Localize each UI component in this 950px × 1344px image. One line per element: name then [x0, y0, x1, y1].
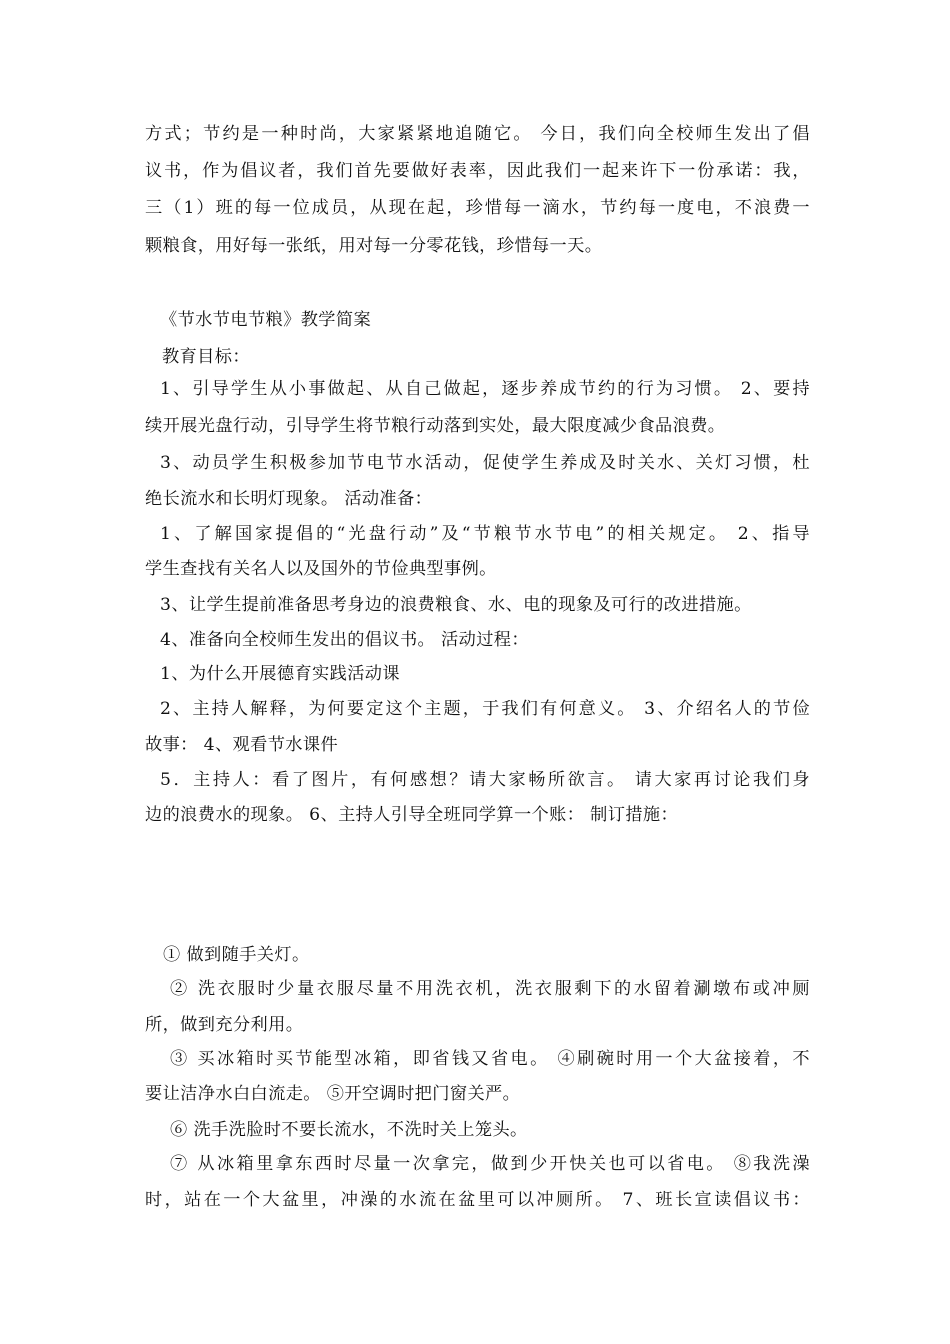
list-item: ① 做到随手关灯。: [163, 945, 310, 965]
paragraph-line: 边的浪费水的现象。 6、主持人引导全班同学算一个账： 制订措施：: [145, 805, 679, 825]
paragraph-line: 绝长流水和长明灯现象。 活动准备：: [145, 489, 433, 509]
paragraph-line: 议书，作为倡议者，我们首先要做好表率，因此我们一起来许下一份承诺：我，: [145, 161, 810, 181]
paragraph-line: 方式；节约是一种时尚，大家紧紧地追随它。 今日，我们向全校师生发出了倡: [145, 124, 810, 144]
paragraph-line: 颗粮食，用好每一张纸，用对每一分零花钱，珍惜每一天。: [145, 236, 603, 256]
paragraph-line: 故事： 4、观看节水课件: [145, 735, 339, 755]
list-item: 所，做到充分利用。: [145, 1015, 304, 1035]
list-item: ⑥ 洗手洗脸时不要长流水，不洗时关上笼头。: [170, 1120, 528, 1140]
paragraph-line: 3、让学生提前准备思考身边的浪费粮食、水、电的现象及可行的改进措施。: [160, 595, 752, 615]
paragraph-line: 1、为什么开展德育实践活动课: [160, 664, 400, 684]
paragraph-line: 学生查找有关名人以及国外的节俭典型事例。: [145, 559, 497, 579]
paragraph-line: 2、主持人解释，为何要定这个主题，于我们有何意义。 3、介绍名人的节俭: [160, 699, 810, 719]
lesson-title: 《节水节电节粮》教学简案: [160, 310, 372, 330]
paragraph-line: 1、引导学生从小事做起、从自己做起，逐步养成节约的行为习惯。 2、要持: [160, 379, 810, 399]
section-heading: 教育目标：: [162, 347, 250, 367]
paragraph-line: 三（1）班的每一位成员，从现在起，珍惜每一滴水，节约每一度电，不浪费一: [145, 198, 810, 218]
list-item: ③ 买冰箱时买节能型冰箱，即省钱又省电。 ④刷碗时用一个大盆接着，不: [170, 1049, 810, 1069]
paragraph-line: 5．主持人：看了图片，有何感想？请大家畅所欲言。 请大家再讨论我们身: [160, 770, 810, 790]
paragraph-line: 1、了解国家提倡的“光盘行动”及“节粮节水节电”的相关规定。 2、指导: [160, 524, 810, 544]
list-item: 要让洁净水白白流走。 ⑤开空调时把门窗关严。: [145, 1084, 521, 1104]
list-item: 时，站在一个大盆里，冲澡的水流在盆里可以冲厕所。 7、班长宣读倡议书：: [145, 1190, 810, 1210]
list-item: ⑦ 从冰箱里拿东西时尽量一次拿完，做到少开快关也可以省电。 ⑧我洗澡: [170, 1154, 810, 1174]
paragraph-line: 4、准备向全校师生发出的倡议书。 活动过程：: [160, 630, 529, 650]
paragraph-line: 3、动员学生积极参加节电节水活动，促使学生养成及时关水、关灯习惯，杜: [160, 453, 810, 473]
list-item: ② 洗衣服时少量衣服尽量不用洗衣机，洗衣服剩下的水留着涮墩布或冲厕: [170, 979, 810, 999]
paragraph-line: 续开展光盘行动，引导学生将节粮行动落到实处，最大限度减少食品浪费。: [145, 416, 726, 436]
